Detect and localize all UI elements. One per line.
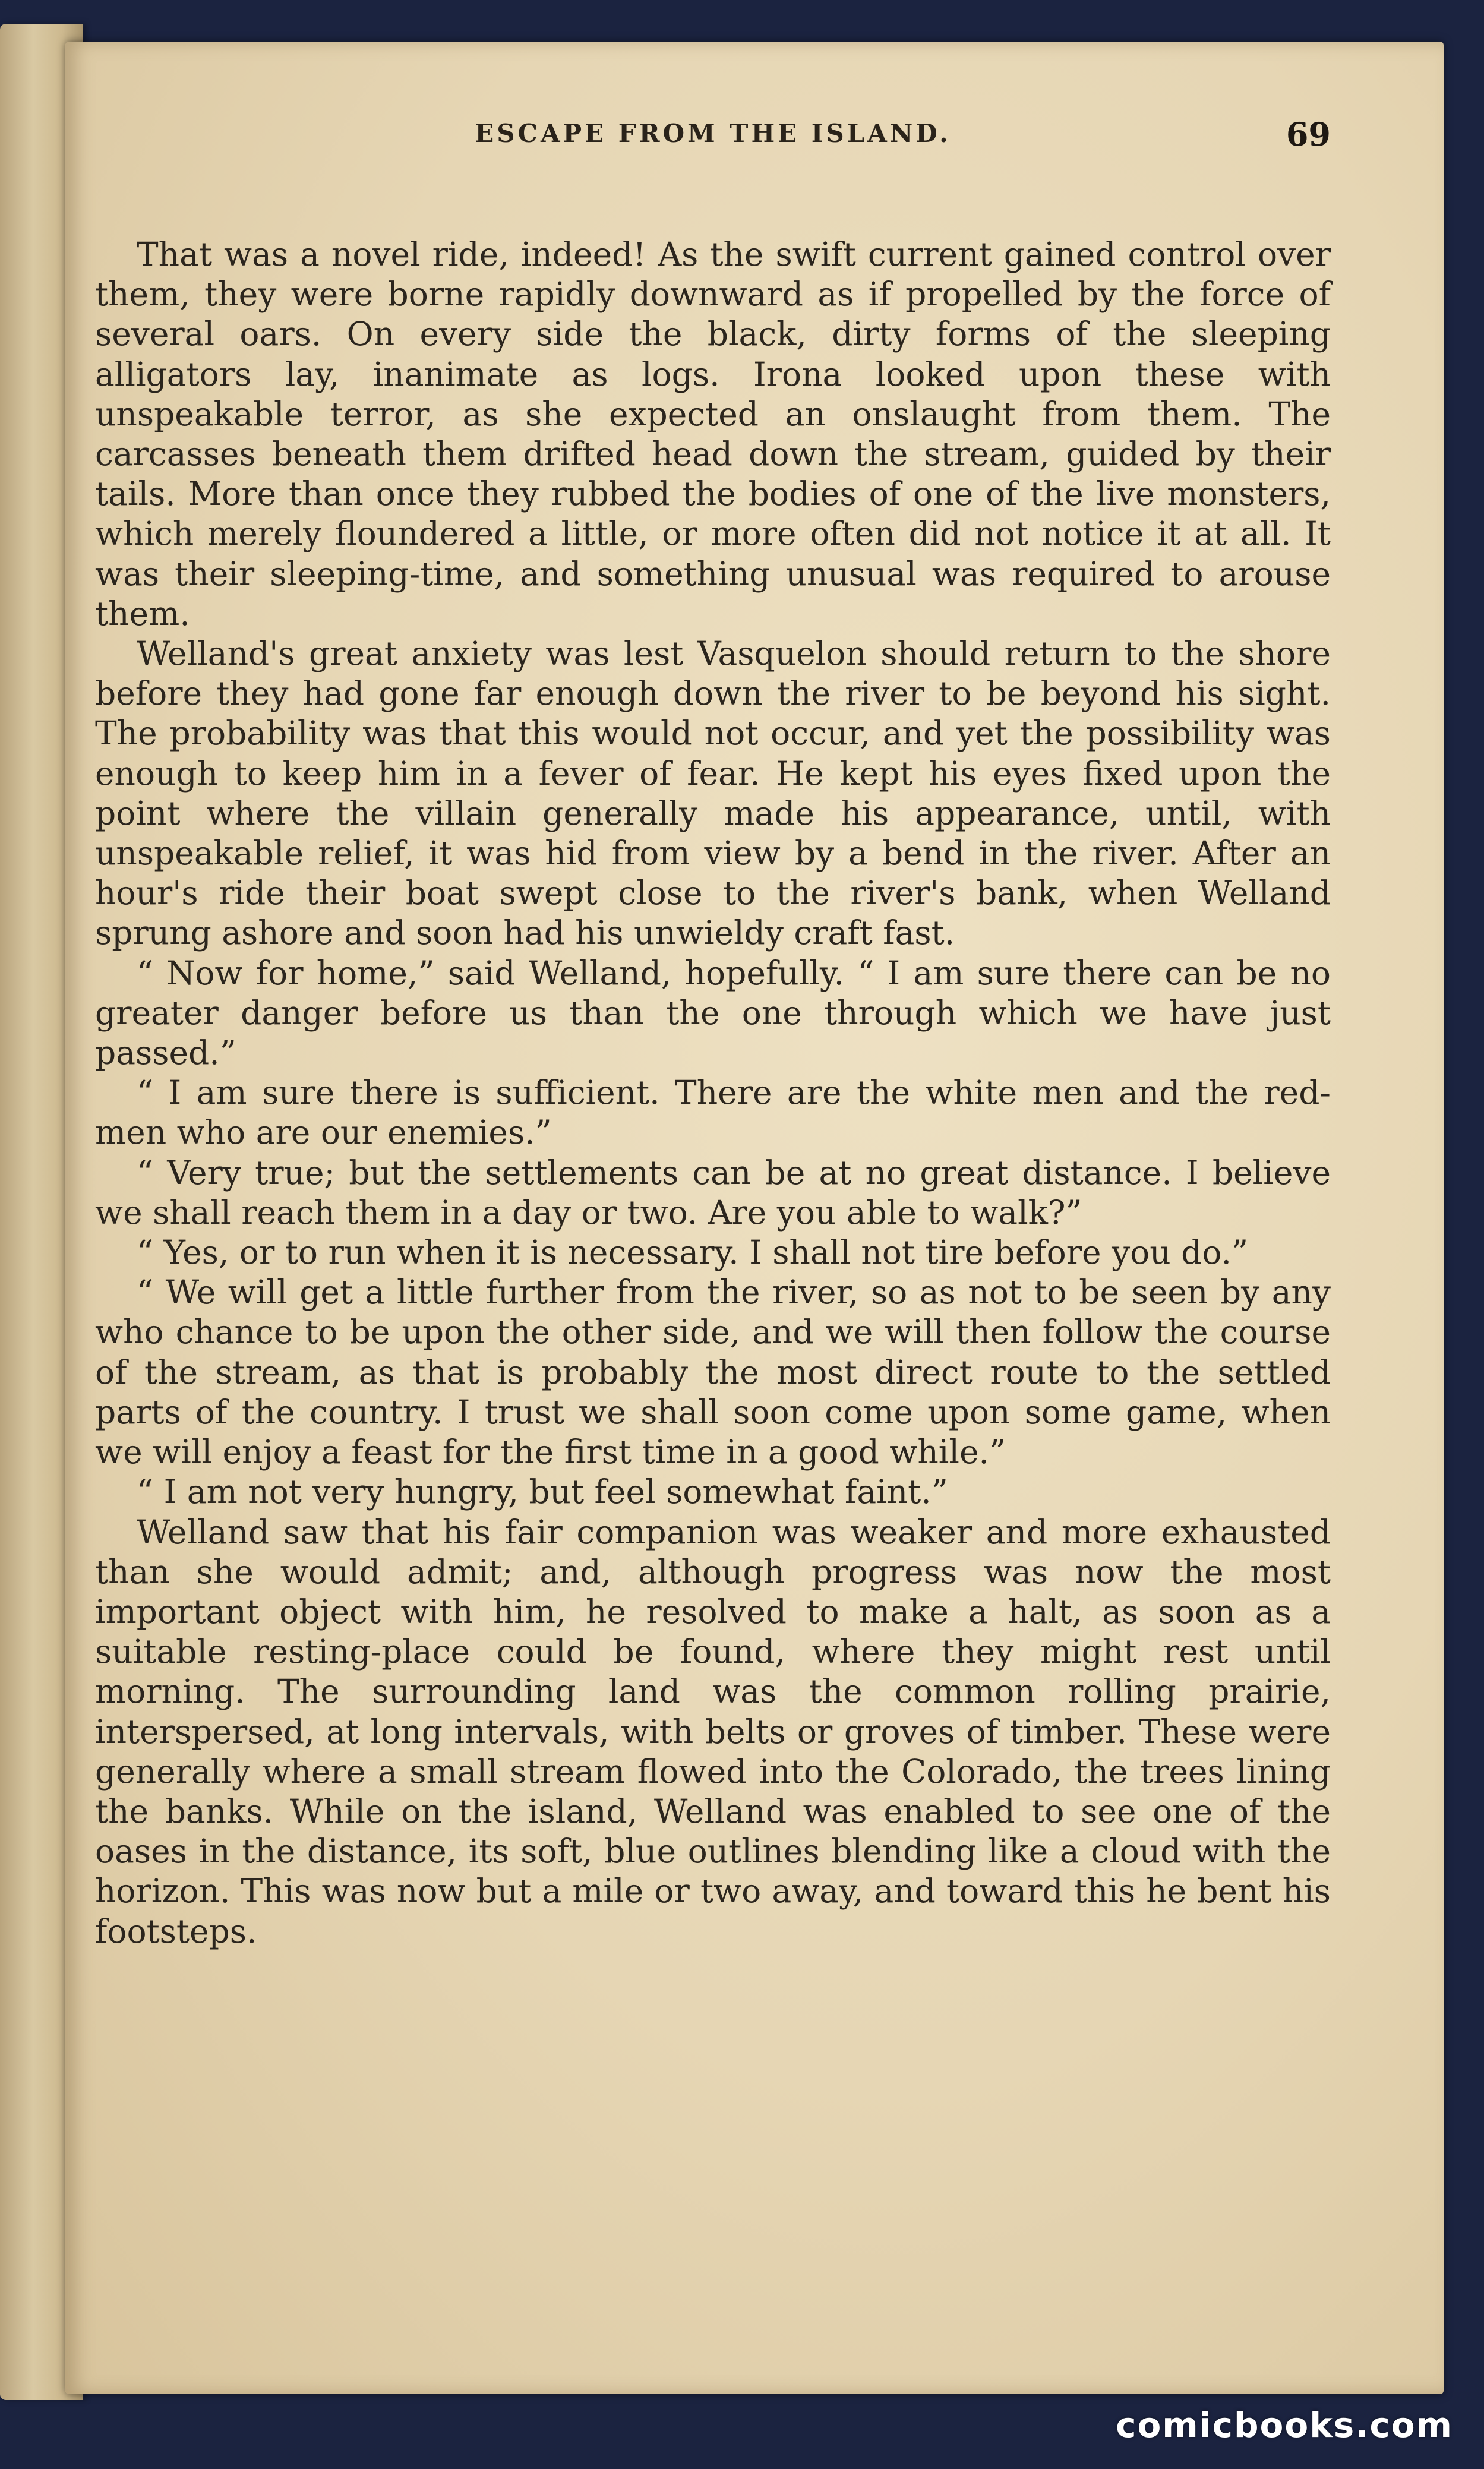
body-text [95, 235, 1331, 1952]
paragraph: “ Now for home,” said Welland, hopefully. “ I am sure there can be no greater danger before us than the one through which we have just passed.” [95, 953, 1331, 1072]
paragraph: “ Very true; but the settlements can be at no great distance. I believe we shall reach them in a day or two. Are you able to walk?” [95, 1153, 1331, 1232]
paragraph: That was a novel ride, indeed! As the swift current gained control over them, they were borne rapidly downward as if propelled by the force of several oars. On every side the black, dirty forms of the sleeping alligators lay, inanimate as logs. Irona looked upon these with unspeakable terror, as she expected an onslaught from them. The carcasses beneath them drifted head down the stream, guided by their tails. More than once they rubbed the bodies of one of the live monsters, which merely floundered a little, or more often did not notice it at all. It was their sleeping-time, and something unusual was required to arouse them. [95, 235, 1331, 633]
paragraph: “ Yes, or to run when it is necessary. I shall not tire before you do.” [137, 1233, 1249, 1272]
running-title: ESCAPE FROM THE ISLAND. [475, 119, 951, 148]
page-number: 69 [1286, 115, 1331, 153]
paragraph: “ I am not very hungry, but feel somewhat faint.” [137, 1473, 948, 1511]
paragraph: “ We will get a little further from the river, so as not to be seen by any who chance to be upon the other side, and we will then follow the course of the stream, as that is probably the most direct route to the settled parts of the country. I trust we shall soon come upon some game, when we will enjoy a feast for the first time in a good while.” [95, 1273, 1331, 1472]
site-watermark: comicbooks.com [1116, 2405, 1453, 2445]
paragraph: Welland saw that his fair companion was weaker and more exhausted than she would admit; and, although progress was now the most important object with him, he resolved to make a halt, as soon as a suitable resting-place could be found, where they might rest until morning. The surrounding land was the common rolling prairie, interspersed, at long intervals, with belts or groves of timber. These were generally where a small stream flowed into the Colorado, the trees lining the banks. While on the island, Welland was enabled to see one of the oases in the distance, its soft, blue outlines blending like a cloud with the horizon. This was now but a mile or two away, and toward this he bent his footsteps. [95, 1513, 1331, 1950]
page-header [95, 115, 1331, 166]
paragraph: Welland's great anxiety was lest Vasquelon should return to the shore before they had gone far enough down the river to be beyond his sight. The probability was that this would not occur, and yet the possibility was enough to keep him in a fever of fear. He kept his eyes fixed upon the point where the villain generally made his appearance, until, with unspeakable relief, it was hid from view by a bend in the river. After an hour's ride their boat swept close to the river's bank, when Welland sprung ashore and soon had his unwieldy craft fast. [95, 634, 1331, 952]
paragraph: “ I am sure there is sufficient. There are the white men and the red-men who are our enemies.” [95, 1074, 1331, 1152]
